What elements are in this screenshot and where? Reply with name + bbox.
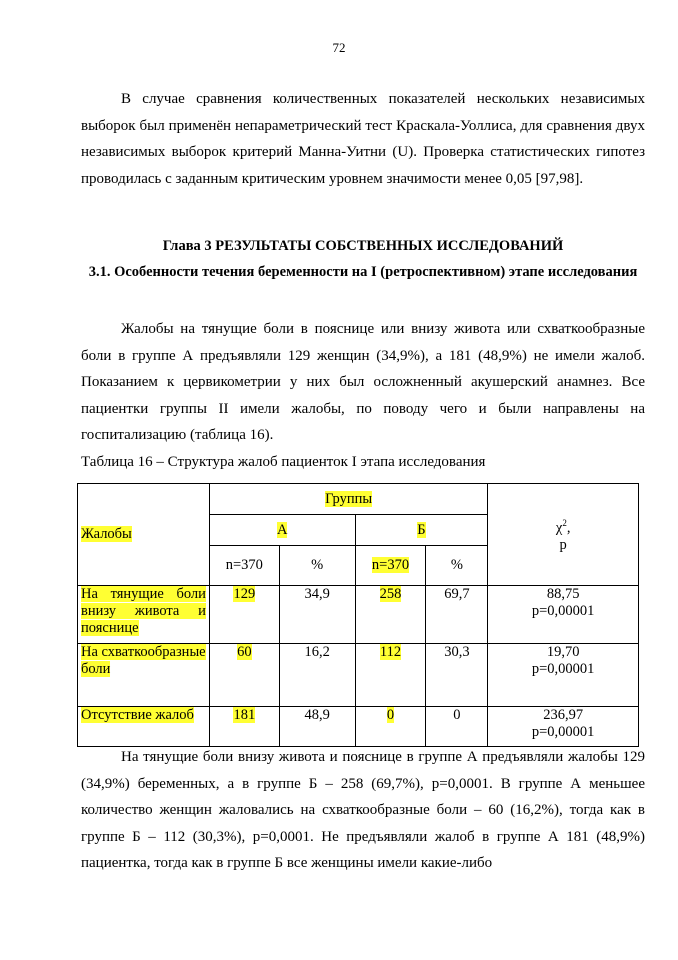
header-groups-label: Группы <box>325 490 373 507</box>
group-a-label: А <box>277 521 288 538</box>
cell-b-pct: 0 <box>426 707 488 747</box>
row-label-text: Отсутствие жалоб <box>81 707 194 723</box>
cell-a-pct: 48,9 <box>279 707 355 747</box>
p-value: p=0,00001 <box>531 724 595 740</box>
chi-value: 19,70 <box>546 644 580 660</box>
chi-value: 88,75 <box>546 586 580 602</box>
cell-chi <box>488 644 639 707</box>
cell-b-pct: 69,7 <box>426 586 488 644</box>
page-number: 72 <box>332 40 346 55</box>
row-label <box>78 644 210 707</box>
table-row <box>78 707 639 747</box>
chi-symbol: χ <box>555 519 563 536</box>
table-row <box>78 644 639 707</box>
header-chi-p <box>488 484 639 586</box>
cell-chi <box>488 586 639 644</box>
p-value: p=0,00001 <box>531 603 595 619</box>
complaints-table <box>77 483 639 747</box>
cell-a-pct: 34,9 <box>279 586 355 644</box>
cell-b-n-value: 0 <box>386 707 395 723</box>
cell-a-n <box>209 707 279 747</box>
cell-a-pct: 16,2 <box>279 644 355 707</box>
chapter-heading: Глава 3 РЕЗУЛЬТАТЫ СОБСТВЕННЫХ ИССЛЕДОВАНИЙ <box>162 238 564 254</box>
cell-a-n-value: 60 <box>237 644 252 660</box>
header-n-b <box>355 546 426 586</box>
cell-b-n-value: 112 <box>379 644 402 660</box>
cell-a-n-value: 181 <box>233 707 256 723</box>
cell-b-n <box>355 707 426 747</box>
p-label: p <box>559 536 567 553</box>
cell-chi <box>488 707 639 747</box>
chi-sup: 2 <box>562 518 567 529</box>
header-complaints <box>78 484 210 586</box>
p-value: p=0,00001 <box>531 661 595 677</box>
cell-a-n <box>209 586 279 644</box>
group-b-label: Б <box>417 521 426 538</box>
row-label-text: На тянущие боли внизу живота и пояснице <box>81 586 206 636</box>
header-group-a <box>209 515 355 546</box>
row-label <box>78 707 210 747</box>
n-b-label: n=370 <box>371 557 410 573</box>
header-pct-a: % <box>279 546 355 586</box>
header-n-a: n=370 <box>209 546 279 586</box>
chi-suffix: , <box>566 519 571 536</box>
row-label <box>78 586 210 644</box>
paragraph-complaints: Жалобы на тянущие боли в пояснице или внизу живота или схваткообразные боли в группе А предъявляли 129 женщин (34,9%), а 181 (48,9%) не имели жалоб. Показанием к цервикометрии у них был осложненный акушерский анамнез. Все пациентки группы II имели жалобы, по поводу чего и были направлены на госпитализацию (таблица 16). <box>81 321 645 443</box>
header-groups <box>209 484 487 515</box>
cell-b-n <box>355 644 426 707</box>
cell-a-n <box>209 644 279 707</box>
cell-b-n-value: 258 <box>379 586 402 602</box>
table-caption: Таблица 16 – Структура жалоб пациенток I этапа исследования <box>81 454 486 470</box>
header-complaints-label: Жалобы <box>81 526 132 542</box>
cell-a-n-value: 129 <box>233 586 256 602</box>
paragraph-results: На тянущие боли внизу живота и пояснице в группе А предъявляли жалобы 129 (34,9%) беременных, а в группе Б – 258 (69,7%), p=0,0001. В группе А меньшее количество женщин жаловались на схваткообразные боли – 60 (16,2%), тогда как в группе Б – 112 (30,3%), p=0,0001. Не предъявляли жалоб в группе А 181 (48,9%) пациентка, тогда как в группе Б все женщины имели какие-либо <box>81 749 645 871</box>
chi-value: 236,97 <box>543 707 584 723</box>
cell-b-n <box>355 586 426 644</box>
paragraph-methods: В случае сравнения количественных показателей нескольких независимых выборок был применён непараметрический тест Краскала-Уоллиса, для сравнения двух независимых выборок критерий Манна-Уитни (U). Проверка статистических гипотез проводилась с заданным критическим уровнем значимости менее 0,05 [97,98]. <box>81 91 645 187</box>
cell-b-pct: 30,3 <box>426 644 488 707</box>
section-heading: 3.1. Особенности течения беременности на I (ретроспективном) этапе исследования <box>88 264 638 280</box>
header-group-b <box>355 515 488 546</box>
header-pct-b: % <box>426 546 488 586</box>
row-label-text: На схваткообразные боли <box>81 644 206 677</box>
table-row <box>78 586 639 644</box>
